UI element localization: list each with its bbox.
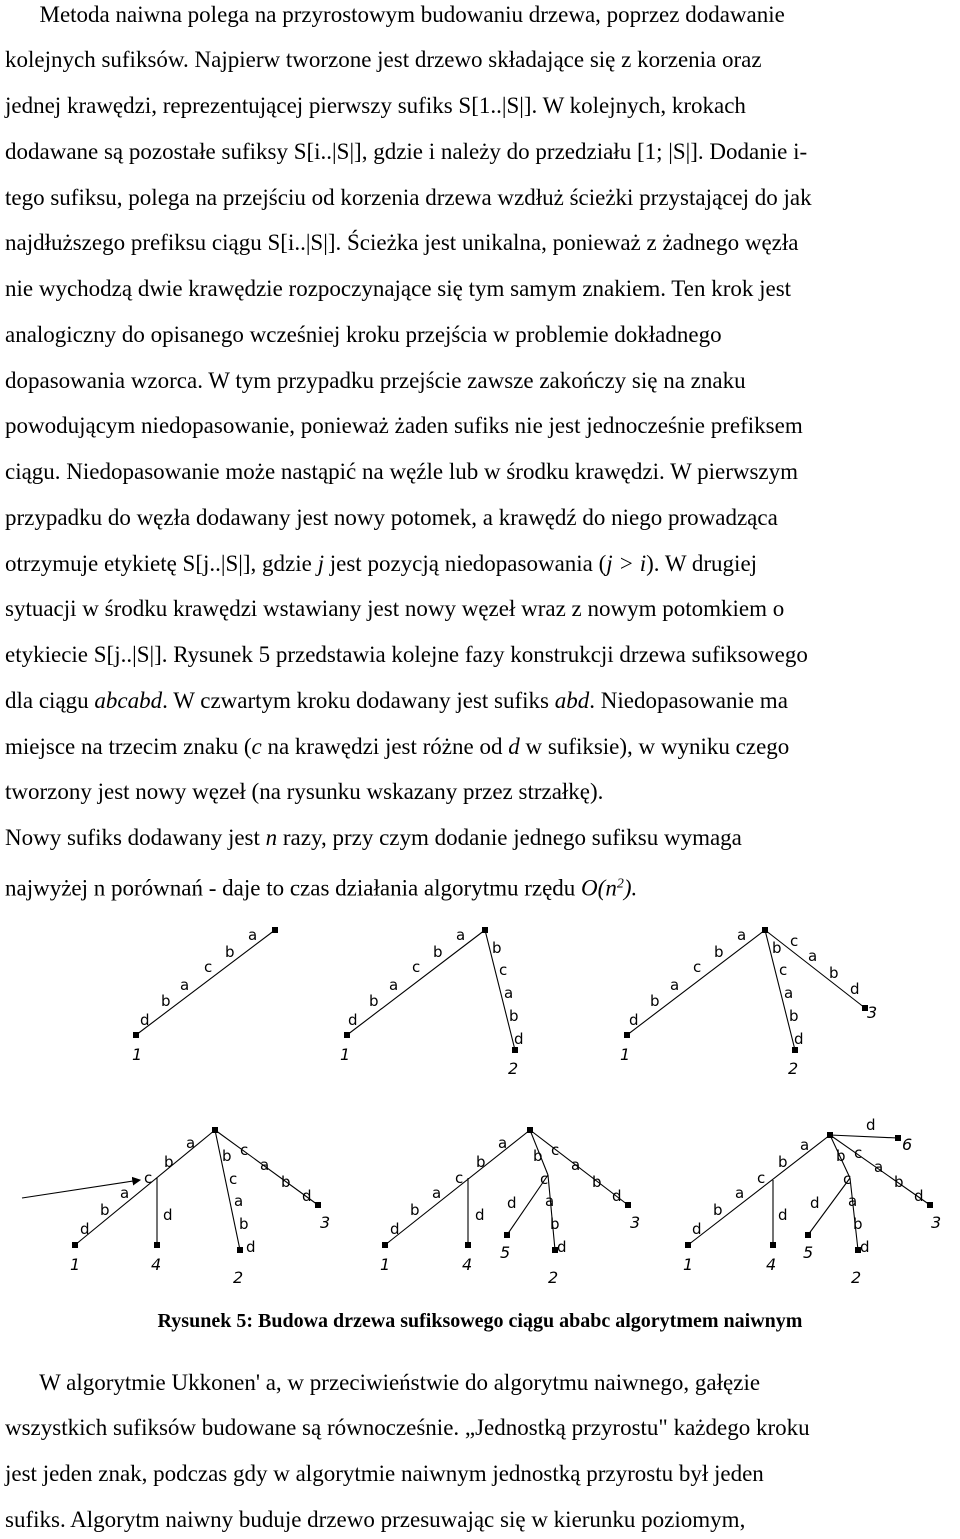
svg-text:a: a [186, 1134, 196, 1152]
svg-text:1: 1 [380, 1255, 391, 1274]
svg-text:c: c [204, 958, 213, 976]
svg-text:a: a [571, 1156, 581, 1174]
svg-text:b: b [778, 1153, 788, 1171]
text-line: Nowy sufiks dodawany jest n razy, przy czym dodanie jednego sufiksu wymaga [5, 825, 742, 850]
figure-caption: Rysunek 5: Budowa drzewa sufiksowego ciągu ababc algorytmem naiwnym [157, 1310, 803, 1332]
svg-text:2: 2 [548, 1268, 559, 1287]
svg-text:2: 2 [508, 1059, 519, 1078]
svg-text:3: 3 [867, 1003, 878, 1022]
svg-text:5: 5 [803, 1243, 814, 1262]
svg-text:a: a [120, 1184, 130, 1202]
svg-text:1: 1 [683, 1255, 694, 1274]
text-line: W algorytmie Ukkonen' a, w przeciwieństwie do algorytmu naiwnego, gałęzie [5, 1370, 761, 1395]
text-line: nie wychodzą dwie krawędzie rozpoczynające się tym samym znakiem. Ten krok jest [5, 276, 792, 301]
svg-text:b: b [239, 1215, 249, 1233]
svg-text:b: b [161, 992, 171, 1010]
text-line: kolejnych sufiksów. Najpierw tworzone jest drzewo składające się z korzenia oraz [5, 47, 762, 72]
svg-text:1: 1 [70, 1255, 81, 1274]
svg-text:c: c [551, 1141, 560, 1159]
svg-text:4: 4 [151, 1255, 162, 1274]
svg-text:5: 5 [500, 1243, 511, 1262]
svg-text:c: c [499, 961, 508, 979]
svg-text:d: d [475, 1206, 485, 1224]
svg-text:a: a [784, 984, 794, 1002]
text-line: powodującym niedopasowanie, ponieważ żaden sufiks nie jest jednocześnie prefiksem [5, 413, 803, 438]
svg-text:a: a [248, 926, 258, 944]
svg-text:d: d [348, 1011, 358, 1029]
svg-text:a: a [808, 947, 818, 965]
svg-text:3: 3 [630, 1213, 641, 1232]
text-line: otrzymuje etykietę S[j..|S|], gdzie j jest pozycją niedopasowania (j > i). W drugiej [5, 551, 758, 576]
svg-text:1: 1 [132, 1045, 143, 1064]
svg-text:b: b [410, 1201, 420, 1219]
svg-text:b: b [550, 1215, 560, 1233]
svg-text:d: d [794, 1030, 804, 1048]
svg-text:a: a [848, 1192, 858, 1210]
svg-text:b: b [772, 939, 782, 957]
svg-text:b: b [592, 1173, 602, 1191]
svg-text:b: b [164, 1153, 174, 1171]
svg-text:c: c [229, 1170, 238, 1188]
svg-text:a: a [432, 1184, 442, 1202]
svg-text:a: a [737, 926, 747, 944]
svg-text:c: c [790, 932, 799, 950]
svg-text:d: d [866, 1116, 876, 1134]
svg-text:c: c [843, 1170, 852, 1188]
svg-text:c: c [854, 1144, 863, 1162]
svg-text:c: c [540, 1170, 549, 1188]
text-line: dla ciągu abcabd. W czwartym kroku dodawany jest sufiks abd. Niedopasowanie ma [5, 688, 788, 713]
svg-text:a: a [498, 1134, 508, 1152]
svg-text:6: 6 [902, 1135, 913, 1154]
svg-text:d: d [850, 980, 860, 998]
svg-text:b: b [369, 992, 379, 1010]
svg-text:b: b [650, 992, 660, 1010]
svg-text:a: a [504, 984, 514, 1002]
svg-text:d: d [140, 1011, 150, 1029]
svg-text:c: c [412, 958, 421, 976]
svg-text:b: b [894, 1173, 904, 1191]
text-line: jest jeden znak, podczas gdy w algorytmie naiwnym jednostką przyrostu był jeden [5, 1461, 764, 1486]
svg-text:d: d [163, 1206, 173, 1224]
svg-text:d: d [692, 1220, 702, 1238]
svg-text:b: b [100, 1201, 110, 1219]
svg-text:d: d [514, 1030, 524, 1048]
svg-text:b: b [509, 1007, 519, 1025]
svg-text:c: c [144, 1169, 153, 1187]
svg-text:b: b [222, 1147, 232, 1165]
text-line: tworzony jest nowy węzeł (na rysunku wskazany przez strzałkę). [5, 779, 604, 804]
svg-text:b: b [713, 1201, 723, 1219]
svg-text:a: a [389, 976, 399, 994]
svg-text:d: d [557, 1238, 567, 1256]
svg-text:b: b [829, 964, 839, 982]
text-line: sytuacji w środku krawędzi wstawiany jest nowy węzeł wraz z nowym potomkiem o [5, 596, 785, 621]
text-line: analogiczny do opisanego wcześniej kroku przejścia w problemie dokładnego [5, 322, 722, 347]
text-line: miejsce na trzecim znaku (c na krawędzi jest różne od d w sufiksie), w wyniku czego [5, 734, 790, 759]
svg-text:4: 4 [766, 1255, 777, 1274]
svg-text:1: 1 [620, 1045, 631, 1064]
svg-text:d: d [778, 1206, 788, 1224]
svg-text:b: b [225, 943, 235, 961]
text-line: najwyżej n porównań - daje to czas działania algorytmu rzędu $O(n^2)$. [5, 875, 638, 901]
svg-text:a: a [260, 1156, 270, 1174]
text-line: dodawane są pozostałe sufiksy S[i..|S|], gdzie i należy do przedziału [1; |S|]. Dodanie i- [5, 139, 808, 164]
svg-text:d: d [914, 1187, 924, 1205]
svg-text:a: a [735, 1184, 745, 1202]
svg-text:2: 2 [233, 1268, 244, 1287]
svg-text:2: 2 [851, 1268, 862, 1287]
svg-text:b: b [853, 1215, 863, 1233]
svg-text:a: a [456, 926, 466, 944]
text-line: jednej krawędzi, reprezentującej pierwszy sufiks S[1..|S|]. W kolejnych, krokach [5, 93, 746, 118]
svg-text:d: d [810, 1194, 820, 1212]
text-line: etykiecie S[j..|S|]. Rysunek 5 przedstawia kolejne fazy konstrukcji drzewa sufiksowego [5, 642, 808, 667]
text-line: dopasowania wzorca. W tym przypadku przejście zawsze zakończy się na znaku [5, 368, 746, 393]
svg-text:b: b [836, 1147, 846, 1165]
svg-text:c: c [693, 958, 702, 976]
text-line: ciągu. Niedopasowanie może nastąpić na węźle lub w środku krawędzi. W pierwszym [5, 459, 799, 484]
svg-text:b: b [533, 1147, 543, 1165]
svg-text:c: c [455, 1169, 464, 1187]
svg-text:3: 3 [931, 1213, 942, 1232]
svg-text:d: d [612, 1187, 622, 1205]
svg-text:1: 1 [340, 1045, 351, 1064]
svg-text:d: d [629, 1011, 639, 1029]
text-line: sufiks. Algorytm naiwny buduje drzewo przesuwając się w kierunku poziomym, [5, 1507, 746, 1532]
svg-text:a: a [234, 1192, 244, 1210]
svg-text:d: d [507, 1194, 517, 1212]
svg-text:b: b [433, 943, 443, 961]
svg-text:c: c [779, 961, 788, 979]
svg-text:a: a [670, 976, 680, 994]
text-line: wszystkich sufiksów budowane są równocześnie. „Jednostką przyrostu" każdego kroku [5, 1415, 810, 1440]
svg-text:a: a [545, 1192, 555, 1210]
svg-text:d: d [246, 1238, 256, 1256]
svg-text:4: 4 [462, 1255, 473, 1274]
text-line: najdłuższego prefiksu ciągu S[i..|S|]. Ścieżka jest unikalna, ponieważ z żadnego węzła [5, 230, 799, 255]
svg-text:2: 2 [788, 1059, 799, 1078]
text-line: przypadku do węzła dodawany jest nowy potomek, a krawędź do niego prowadząca [5, 505, 778, 530]
svg-text:a: a [180, 976, 190, 994]
svg-text:b: b [476, 1153, 486, 1171]
svg-text:c: c [240, 1141, 249, 1159]
text-line: Metoda naiwna polega na przyrostowym budowaniu drzewa, poprzez dodawanie [5, 2, 785, 27]
svg-text:b: b [281, 1173, 291, 1191]
svg-text:c: c [757, 1169, 766, 1187]
svg-text:a: a [874, 1158, 884, 1176]
svg-text:b: b [789, 1007, 799, 1025]
text-line: tego sufiksu, polega na przejściu od korzenia drzewa wzdłuż ścieżki przystającej do jak [5, 185, 812, 210]
svg-text:3: 3 [320, 1213, 331, 1232]
svg-text:d: d [80, 1220, 90, 1238]
svg-text:d: d [390, 1220, 400, 1238]
svg-text:b: b [492, 939, 502, 957]
svg-text:d: d [302, 1187, 312, 1205]
svg-text:b: b [714, 943, 724, 961]
svg-text:a: a [800, 1136, 810, 1154]
svg-text:d: d [860, 1238, 870, 1256]
